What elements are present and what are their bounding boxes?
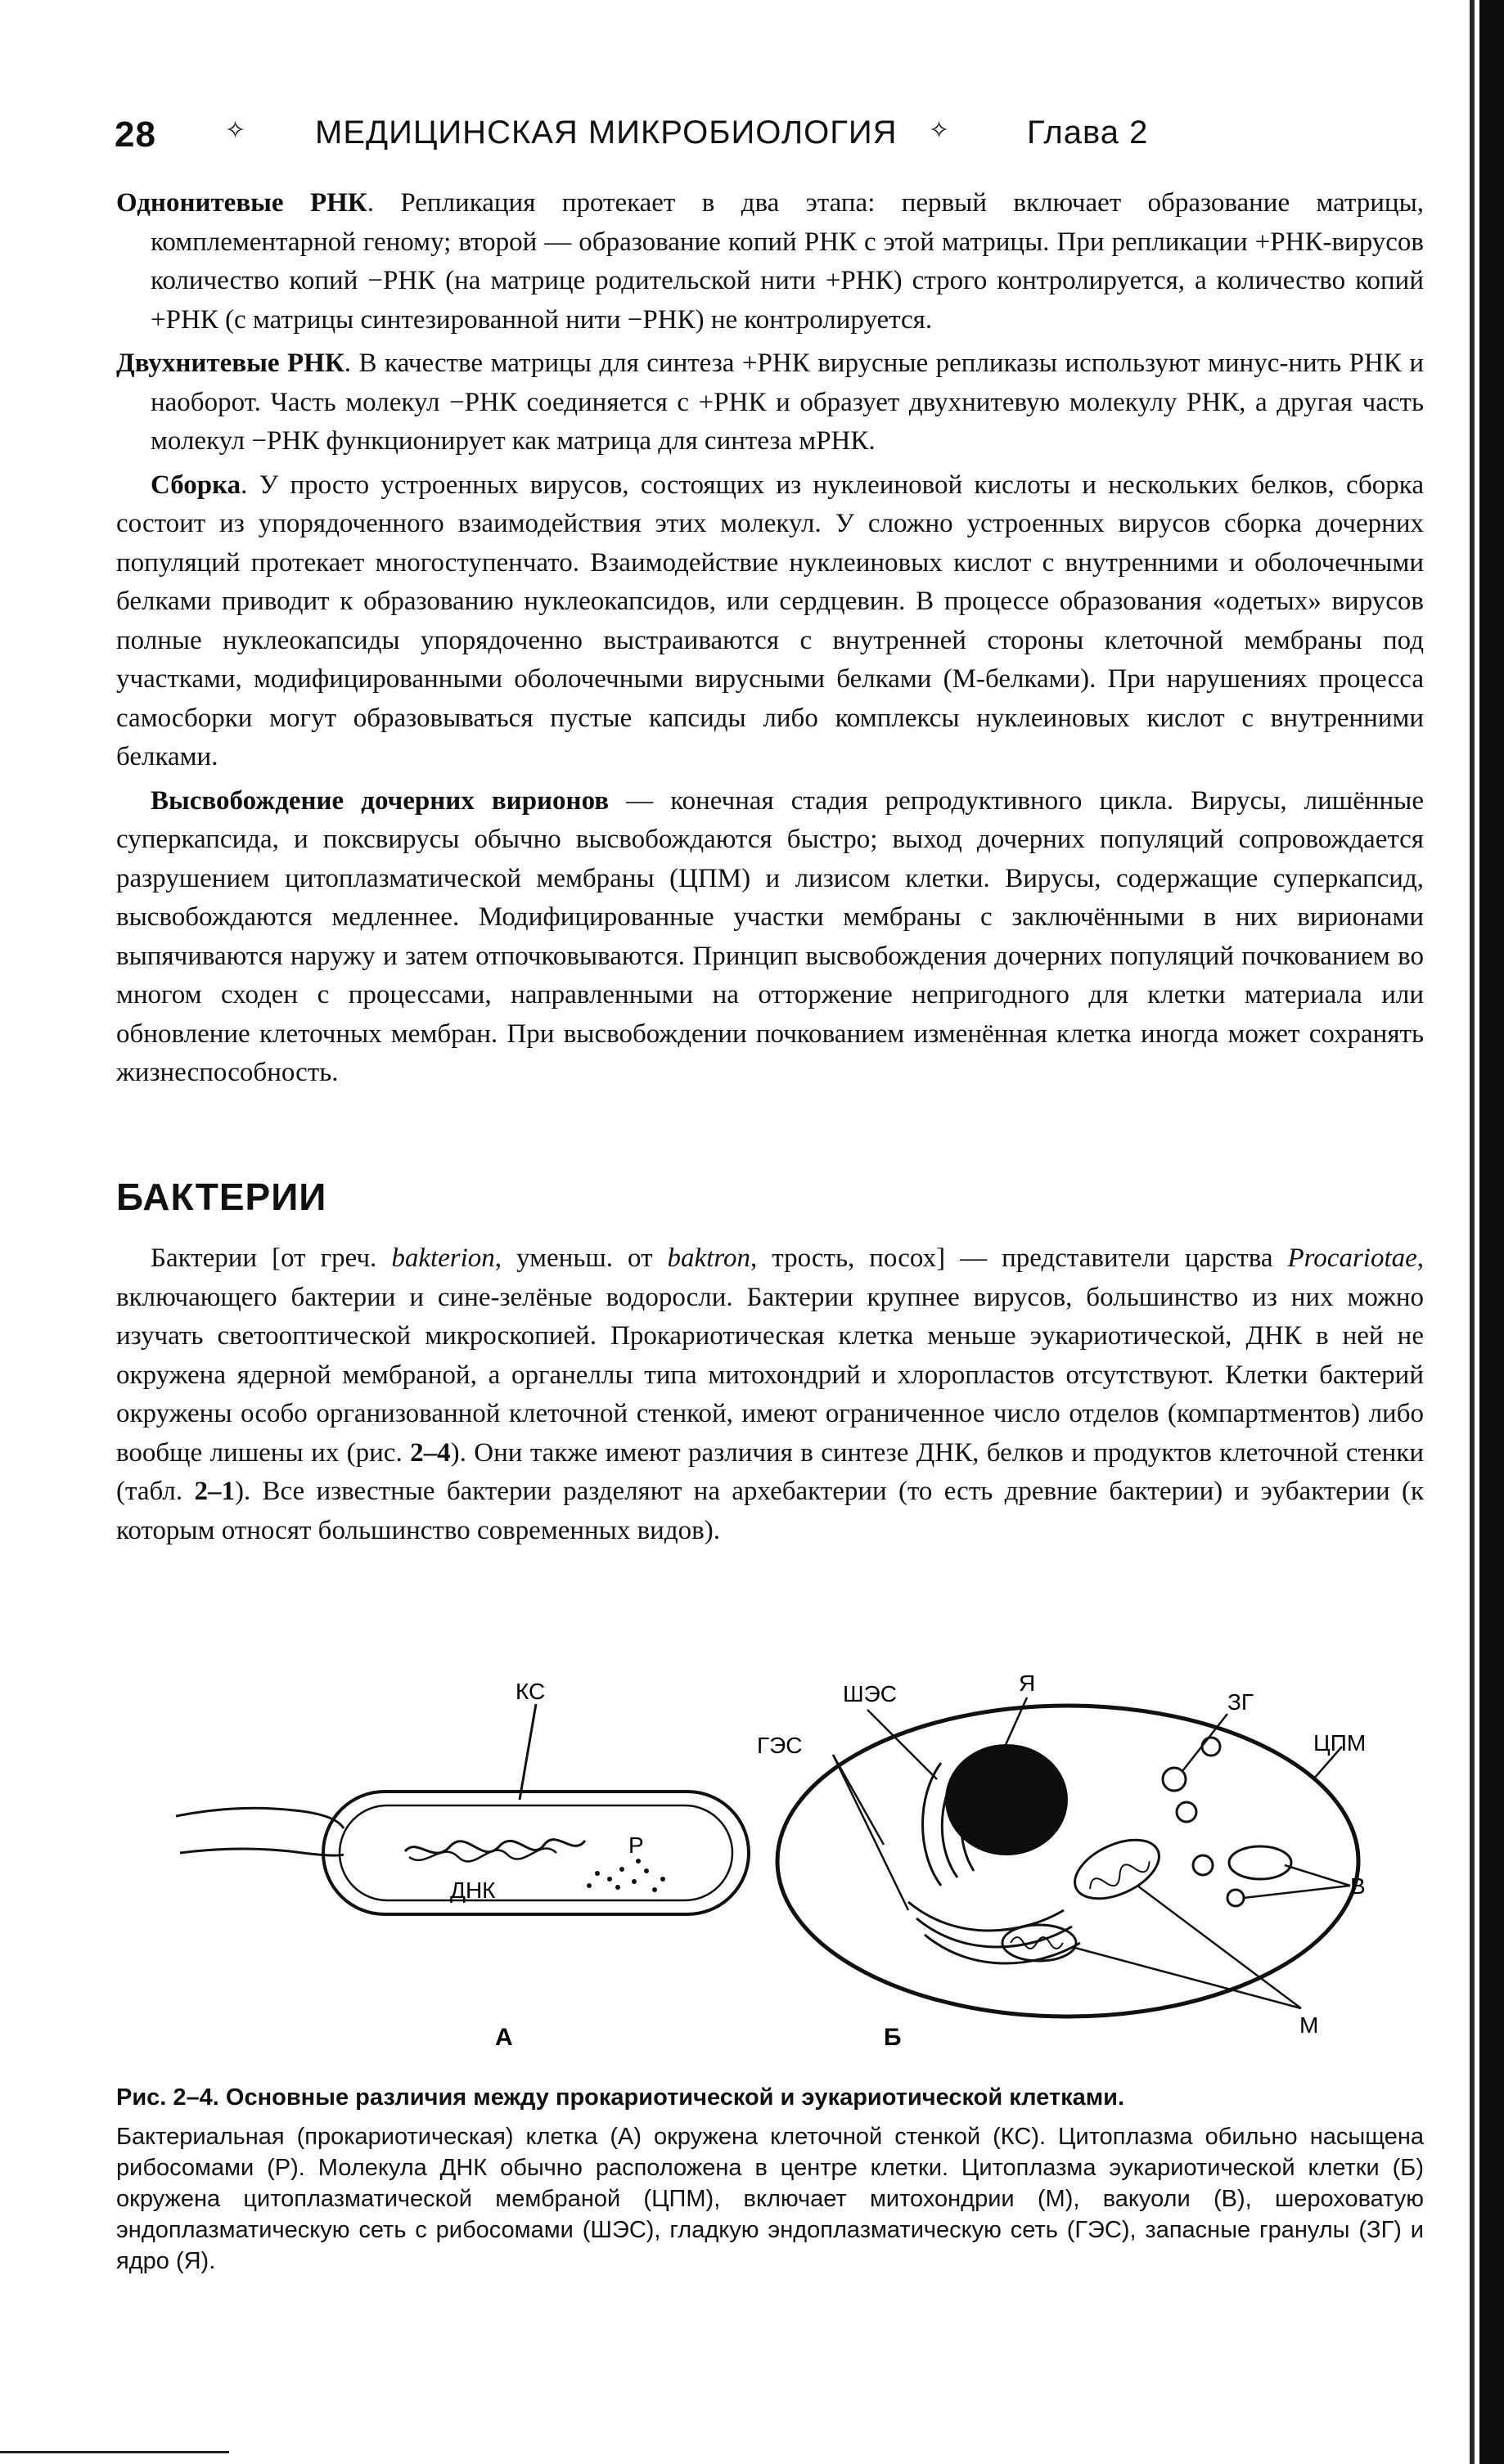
book-title: МЕДИЦИНСКАЯ МИКРОБИОЛОГИЯ [315,115,898,151]
latin-term: bakterion [391,1243,495,1273]
nucleus [945,1744,1068,1855]
latin-term: Procariotae [1287,1243,1417,1273]
caption-body: Бактериальная (прокариотическая) клетка (А) окружена клеточной стенкой (КС). Цитоплазма обильно насыщена рибосомами (Р). Молекула ДНК обычно расположена в центре клетки. Цитоплазма эукариотической клетки (Б) окружена цитоплазматической мембраной (ЦПМ), включает митохондрии (М), вакуоли (В), шероховатую эндоплазматическую сеть с рибосомами (ШЭС), гладкую эндоплазматическую сеть (ГЭС), запасные гранулы (ЗГ) и ядро (Я). [116,2124,1424,2274]
paragraph-release [116,782,1424,1093]
storage-granule [1202,1738,1220,1756]
text-run: Бактерии [от греч. [151,1243,392,1273]
figure-reference: 2–4 [410,1437,451,1468]
bacterial-membrane [340,1805,732,1900]
ribosome-dot [660,1877,665,1882]
label-line-ges [833,1755,908,1910]
label-shes: ШЭС [843,1681,898,1706]
label-ya: Я [1019,1670,1036,1696]
footnote-rule [0,2451,229,2453]
vacuole [1193,1855,1213,1875]
term: Сборка [151,470,241,500]
vacuole [1229,1846,1291,1879]
caption-title: Рис. 2–4. Основные различия между прокариотической и эукариотической клетками. [116,2084,1125,2111]
ribosome-dot [587,1883,592,1888]
vacuole [1227,1890,1244,1906]
term: Высвобождение дочерних вирионов [151,785,610,816]
label-panel-b: Б [884,2024,902,2051]
text-run: , уменьш. от [494,1243,668,1273]
paragraph-ss-rna [116,184,1424,339]
text-run: , включающего бактерии и сине-зелёные водоросли. Бактерии крупнее вирусов, большинство из них можно изучать светооптической микроскопией. Прокариотическая клетка меньше эукариотической, ДНК в ней не окружена ядерной мембраной, а органеллы типа митохондрий и хлоропластов отсутствуют. Клетки бактерий окружены особо организованной клеточной стенкой, имеют ограниченное число отделов (компартментов) либо вообще лишены их (рис. [116,1243,1425,1468]
storage-granule [1177,1802,1196,1822]
paragraph-text: . У просто устроенных вирусов, состоящих из нуклеиновой кислоты и нескольких белков, сборка состоит из упорядоченного взаимодействия этих молекул. У сложно устроенных вирусов сборка дочерних популяций протекает многоступенчато. Взаимодействие нуклеиновых кислот с внутренними и оболочечными белками приводит к образованию нуклеокапсидов, или сердцевин. В процессе образования «одетых» вирусов полные нуклеокапсиды упорядоченно выстраиваются с внутренней стороны клеточной мембраны под участками, модифицированными оболочечными вирусными белками (М-белками). При нарушениях процесса самосборки могут образовываться пустые капсиды либо комплексы нуклеиновых кислот с внутренними белками. [116,470,1424,771]
term: Однонитевые РНК [116,188,367,218]
mitochondrion [1002,1925,1076,1961]
term: Двухнитевые РНК [116,348,344,378]
label-m: М [1299,2012,1319,2038]
mitochondrion-cristae [1011,1937,1063,1949]
ribosome-dot [619,1867,624,1872]
ribosome-dot [652,1887,657,1892]
flagellum [176,1808,344,1828]
label-line-ks [520,1704,536,1800]
label-r: Р [628,1832,644,1858]
text-run: ). Они также имеют различия в синтезе ДНК, белков и продуктов клеточной стенки (табл. [116,1437,1424,1506]
label-line-m [1072,1947,1301,2008]
paragraph-bacteria [116,1239,1424,1550]
label-ks: КС [516,1679,546,1704]
paragraph-ds-rna [116,344,1424,461]
storage-granule [1163,1768,1186,1791]
ribosome-dot [595,1871,600,1876]
figure-caption [116,2082,1424,2277]
label-ges: ГЭС [757,1733,803,1758]
running-head [115,115,1391,155]
bacterial-cell-wall [323,1792,749,1914]
label-panel-a: А [495,2024,513,2051]
ribosome-dot [615,1885,620,1890]
text-run: , трость, посох] — представители царства [750,1243,1288,1273]
label-cpm: ЦПМ [1313,1730,1367,1756]
bacteria-text-block [116,1239,1424,1555]
table-reference: 2–1 [194,1477,235,1506]
ribosome-dot [607,1877,612,1882]
text-run: ). Все известные бактерии разделяют на архебактерии (то есть древние бактерии) и эубактерии (к которым относят большинство современных видов). [116,1477,1424,1545]
label-v: В [1350,1873,1366,1899]
er-membrane [908,1902,1064,1931]
virus-text-block [116,184,1424,1098]
paragraph-text: — конечная стадия репродуктивного цикла. Вирусы, лишённые суперкапсида, и поксвирусы обычно высвобождаются быстро; выход дочерних популяций сопровождается разрушением цитоплазматической мембраны (ЦПМ) и лизисом клетки. Вирусы, содержащие суперкапсид, высвобождаются медленнее. Модифицированные участки мембраны с заключёнными в них вирионами выпячиваются наружу и затем отпочковываются. Принцип высвобождения дочерних популяций почкованием во многом сходен с процессами, направленными на отторжение непригодного для клетки материала или обновление клеточных мембран. При высвобождении почкованием изменённая клетка иногда может сохранять жизнеспособность. [116,785,1424,1087]
latin-term: baktron [667,1243,750,1273]
paragraph-text: . В качестве матрицы для синтеза +РНК вирусные репликазы используют минус-нить РНК и наоборот. Часть молекул −РНК соединяется с +РНК и образует двухнитевую молекулу РНК, а другая часть молекул −РНК функционирует как матрица для синтеза мРНК. [151,348,1424,456]
page-number: 28 [115,115,156,155]
flagellum [180,1849,344,1855]
diamond-ornament-icon: ✧ [929,117,951,144]
label-line-m [1137,1886,1301,2008]
eukaryotic-cell-membrane [777,1706,1358,2017]
section-heading: БАКТЕРИИ [116,1176,327,1218]
er-membrane [923,1763,942,1886]
ribosome-dot [632,1879,637,1884]
chapter-label: Глава 2 [1027,115,1149,151]
paragraph-assembly [116,466,1424,777]
figure-cells [172,1665,1383,2057]
label-line-v [1244,1886,1350,1898]
page-edge-shadow [1470,0,1475,2464]
label-dna: ДНК [450,1877,496,1903]
ribosome-dot [644,1868,649,1873]
ribosome-dot [636,1859,641,1864]
paragraph-text: . Репликация протекает в два этапа: первый включает образование матрицы, комплементарной геному; второй — образование копий РНК с этой матрицы. При репликации +РНК-вирусов количество копий −РНК (на матрице родительской нити +РНК) строго контролируется, а количество копий +РНК (с матрицы синтезированной нити −РНК) не контролируется. [151,188,1425,335]
diamond-ornament-icon: ✧ [225,117,247,144]
label-zg: ЗГ [1227,1689,1254,1715]
cell-diagram [172,1665,1383,2057]
page-edge-bar [1479,0,1504,2464]
label-line-v [1285,1865,1350,1886]
er-membrane [916,1918,1072,1947]
